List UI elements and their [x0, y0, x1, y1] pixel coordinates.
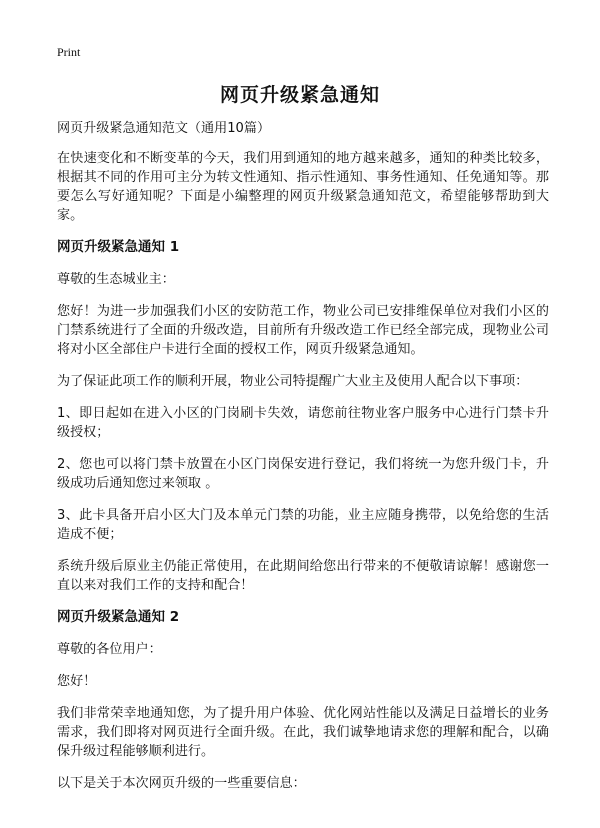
section-paragraph: 以下是关于本次网页升级的一些重要信息：: [57, 776, 306, 791]
section-paragraph: 您好！: [57, 674, 97, 689]
intro-paragraph: 在快速变化和不断变革的今天，我们用到通知的地方越来越多，通知的种类比较多，根据其不同的作用可主分为转文性通知、指示性通知、事务性通知、任免通知等。那要怎么写好通知呢？下面是小编整理的网页升级紧急通知范文，希望能够帮助到大家。: [57, 151, 549, 223]
section-paragraph: 2、您也可以将门禁卡放置在小区门岗保安进行登记，我们将统一为您升级门卡，升级成功后通知您过来领取 。: [57, 457, 549, 491]
document-subtitle: 网页升级紧急通知范文（通用10篇）: [57, 121, 271, 136]
section-heading: 网页升级紧急通知 2: [57, 609, 180, 625]
section-paragraph: 为了保证此项工作的顺利开展，物业公司特提醒广大业主及使用人配合以下事项：: [57, 374, 529, 389]
section-heading: 网页升级紧急通知 1: [57, 239, 180, 255]
page-title: 网页升级紧急通知: [219, 84, 380, 106]
section-2: [57, 608, 549, 793]
section-paragraph: 尊敬的各位用户：: [57, 642, 162, 657]
section-paragraph: 我们非常荣幸地通知您，为了提升用户体验、优化网站性能以及满足日益增长的业务需求，我们即将对网页进行全面升级。在此，我们诚挚地请求您的理解和配合，以确保升级过程能够顺利进行。: [57, 706, 549, 759]
print-link[interactable]: Print: [57, 45, 81, 59]
section-paragraph: 3、此卡具备开启小区大门及本单元门禁的功能，业主应随身携带，以免给您的生活造成不便；: [57, 508, 549, 542]
section-paragraph: 您好！为进一步加强我们小区的安防范工作，物业公司已安排维保单位对我们小区的门禁系统进行了全面的升级改造，目前所有升级改造工作已经全部完成，现物业公司将对小区全部住户卡进行全面的授权工作，网页升级紧急通知。: [57, 304, 549, 357]
section-paragraph: 尊敬的生态城业主：: [57, 272, 175, 287]
section-paragraph: 1、即日起如在进入小区的门岗刷卡失效，请您前往物业客户服务中心进行门禁卡升级授权；: [57, 406, 549, 440]
document-body: [57, 119, 549, 806]
section-1: [57, 238, 549, 595]
section-paragraph: 系统升级后原业主仍能正常使用，在此期间给您出行带来的不便敬请谅解！感谢您一直以来对我们工作的支持和配合！: [57, 559, 549, 593]
